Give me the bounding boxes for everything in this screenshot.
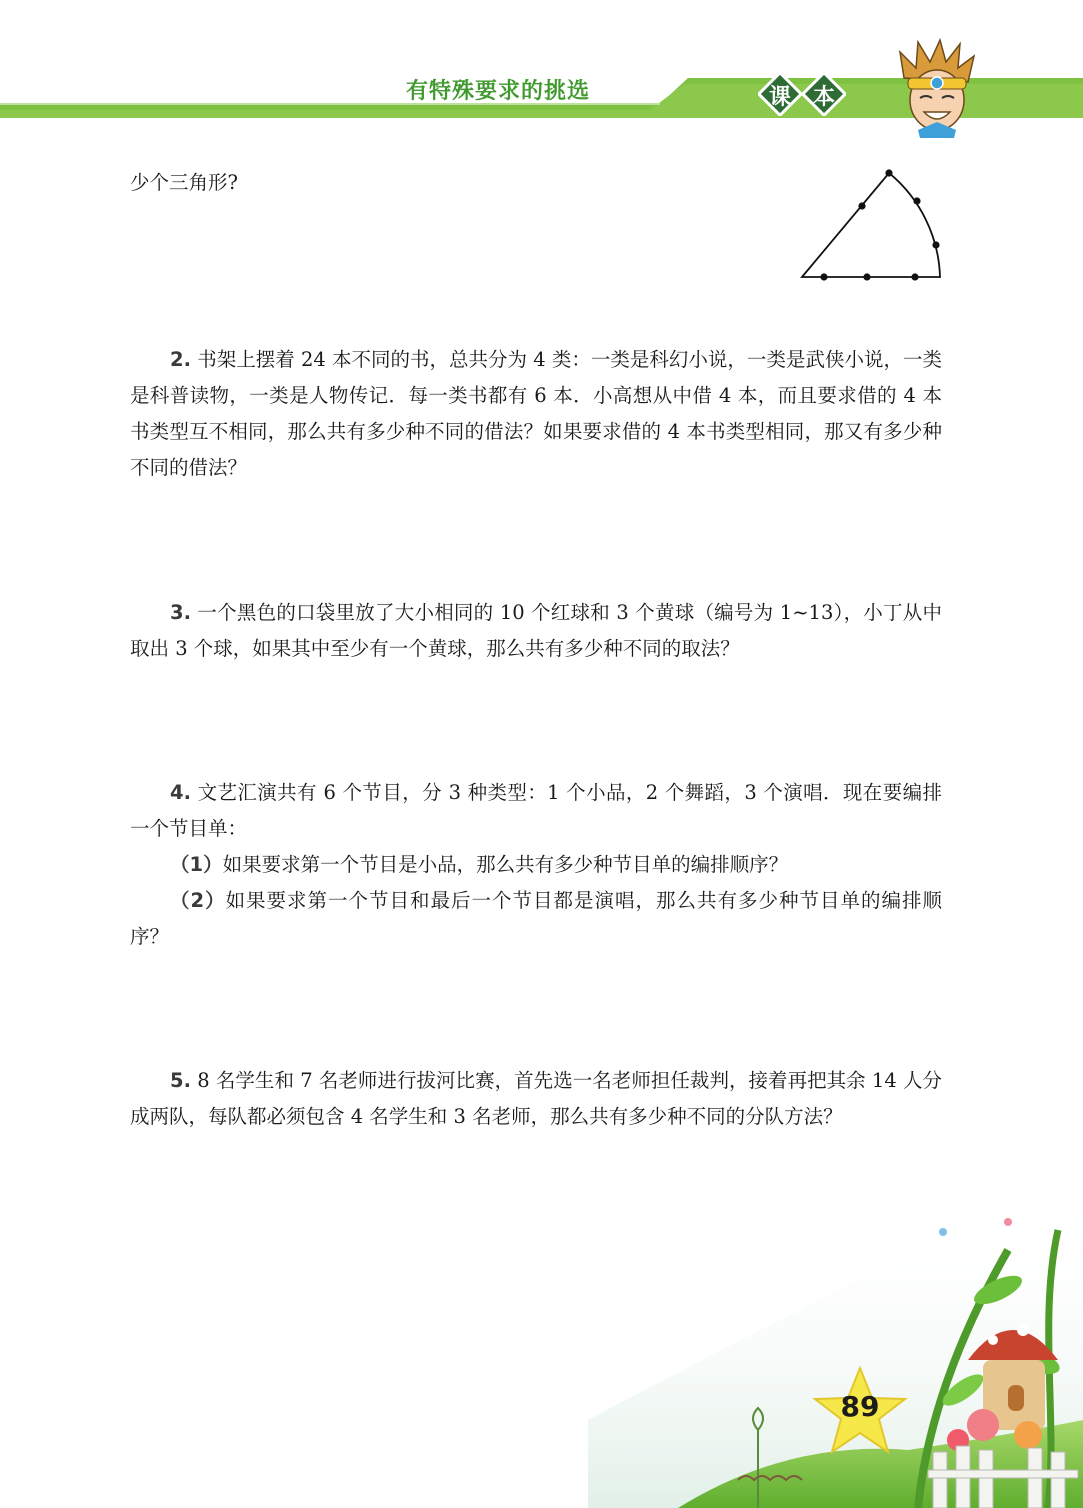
mascot-boy-icon bbox=[896, 38, 978, 138]
problem-4-sub2: 如果要求第一个节目和最后一个节目都是演唱，那么共有多少种节目单的编排顺序？ bbox=[130, 889, 942, 948]
problem-4-number: 4. bbox=[170, 781, 191, 804]
problem-5-text: 8 名学生和 7 名老师进行拔河比赛，首先选一名老师担任裁判，接着再把其余 14 人分成两队，每队都必须包含 4 名学生和 3 名老师，那么共有多少种不同的分队方法？ bbox=[130, 1069, 942, 1128]
decorative-garden-scene bbox=[588, 1190, 1083, 1508]
problem-4-text: 文艺汇演共有 6 个节目，分 3 种类型：1 个小品，2 个舞蹈，3 个演唱．现在要编排一个节目单： bbox=[130, 781, 942, 840]
badge-right-text: 本 bbox=[812, 85, 835, 110]
problem-2 bbox=[130, 342, 942, 486]
page-number: 89 bbox=[840, 1390, 880, 1423]
problem-3 bbox=[130, 595, 942, 667]
problem-4-sub2-label: （2） bbox=[170, 889, 226, 912]
problem-5-number: 5. bbox=[170, 1069, 191, 1092]
problem-1-tail: 少个三角形? bbox=[130, 171, 238, 194]
chapter-title: 有特殊要求的挑选 bbox=[406, 79, 591, 104]
problem-4-sub1: 如果要求第一个节目是小品，那么共有多少种节目单的编排顺序？ bbox=[222, 853, 789, 876]
problem-4-sub1-label: （1） bbox=[170, 853, 223, 876]
triangle-sector-figure bbox=[795, 165, 950, 285]
problem-2-text: 书架上摆着 24 本不同的书，总共分为 4 类：一类是科幻小说，一类是武侠小说，一类是科普读物，一类是人物传记．每一类书都有 6 本．小高想从中借 4 本，而且要求借的 4 本书类型互不相同，那么共有多少种不同的借法？如果要求借的 4 本书类型相同，那又有多少种不同的借法？ bbox=[130, 348, 943, 479]
problem-4 bbox=[130, 775, 942, 955]
problem-2-number: 2. bbox=[170, 348, 191, 371]
problem-3-text: 一个黑色的口袋里放了大小相同的 10 个红球和 3 个黄球（编号为 1~13），小丁从中取出 3 个球，如果其中至少有一个黄球，那么共有多少种不同的取法？ bbox=[130, 601, 942, 660]
problem-3-number: 3. bbox=[170, 601, 191, 624]
problem-5 bbox=[130, 1063, 942, 1135]
badge-left-text: 课 bbox=[768, 85, 791, 110]
